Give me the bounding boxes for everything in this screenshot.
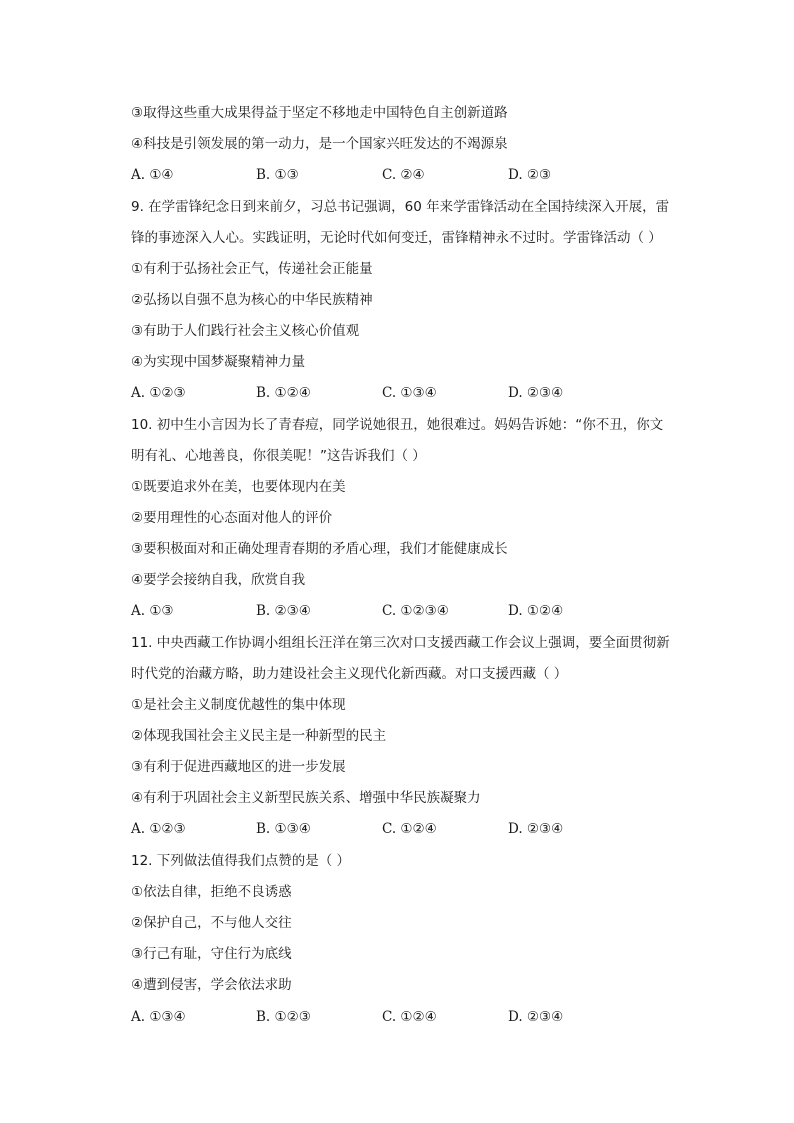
option-b[interactable]: B. ①③④ <box>256 821 311 837</box>
option-a[interactable]: A. ①③④ <box>131 1009 186 1025</box>
statement-item: ①既要追求外在美，也要体现内在美 <box>131 479 346 495</box>
statement-item: ③有助于人们践行社会主义核心价值观 <box>131 323 360 339</box>
question-11-stem: 时代党的治藏方略，助力建设社会主义现代化新西藏。对口支援西藏（ ） <box>131 666 568 682</box>
statement-item: ③取得这些重大成果得益于坚定不移地走中国特色自主创新道路 <box>131 105 508 121</box>
option-d[interactable]: D. ②③④ <box>508 1009 564 1025</box>
statement-item: ②保护自己，不与他人交往 <box>131 915 292 931</box>
statement-item: ③要积极面对和正确处理青春期的矛盾心理，我们才能健康成长 <box>131 541 508 557</box>
option-a[interactable]: A. ①②③ <box>131 821 186 837</box>
question-10-stem: 明有礼、心地善良，你很美呢！”这告诉我们（ ） <box>131 448 426 464</box>
statement-item: ②体现我国社会主义民主是一种新型的民主 <box>131 728 387 744</box>
statement-item: ③有利于促进西藏地区的进一步发展 <box>131 759 346 775</box>
option-d[interactable]: D. ②③ <box>508 167 552 183</box>
answer-options <box>131 384 691 402</box>
statement-item: ④遭到侵害，学会依法求助 <box>131 977 292 993</box>
option-b[interactable]: B. ①③ <box>256 167 299 183</box>
statement-item: ④为实现中国梦凝聚精神力量 <box>131 354 306 370</box>
statement-item: ①有利于弘扬社会正气，传递社会正能量 <box>131 261 373 277</box>
statement-item: ④有利于巩固社会主义新型民族关系、增强中华民族凝聚力 <box>131 790 481 806</box>
answer-options <box>131 1008 691 1026</box>
question-9-stem: 9. 在学雷锋纪念日到来前夕，习总书记强调，60 年来学雷锋活动在全国持续深入开展，雷 <box>131 199 670 215</box>
answer-options <box>131 602 691 620</box>
question-12-stem: 12. 下列做法值得我们点赞的是（ ） <box>131 853 351 869</box>
question-9-stem: 锋的事迹深入人心。实践证明，无论时代如何变迁，雷锋精神永不过时。学雷锋活动（ ） <box>131 230 662 246</box>
statement-item: ④要学会接纳自我，欣赏自我 <box>131 572 306 588</box>
statement-item: ①依法自律，拒绝不良诱惑 <box>131 884 292 900</box>
question-10-stem: 10. 初中生小言因为长了青春痘，同学说她很丑，她很难过。妈妈告诉她：“你不丑，你文 <box>131 417 664 433</box>
option-c[interactable]: C. ①②④ <box>382 1009 437 1025</box>
statement-item: ①是社会主义制度优越性的集中体现 <box>131 697 346 713</box>
option-c[interactable]: C. ②④ <box>382 167 425 183</box>
option-d[interactable]: D. ②③④ <box>508 385 564 401</box>
statement-item: ②要用理性的心态面对他人的评价 <box>131 510 333 526</box>
answer-options <box>131 820 691 838</box>
option-a[interactable]: A. ①③ <box>131 603 174 619</box>
option-d[interactable]: D. ②③④ <box>508 821 564 837</box>
statement-item: ③行己有耻，守住行为底线 <box>131 946 292 962</box>
option-b[interactable]: B. ①②④ <box>256 385 311 401</box>
option-a[interactable]: A. ①②③ <box>131 385 186 401</box>
question-11-stem: 11. 中央西藏工作协调小组组长汪洋在第三次对口支援西藏工作会议上强调，要全面贯彻新 <box>131 635 670 651</box>
option-a[interactable]: A. ①④ <box>131 167 174 183</box>
statement-item: ②弘扬以自强不息为核心的中华民族精神 <box>131 292 373 308</box>
statement-item: ④科技是引领发展的第一动力，是一个国家兴旺发达的不竭源泉 <box>131 136 508 152</box>
answer-options <box>131 166 691 184</box>
option-c[interactable]: C. ①③④ <box>382 385 437 401</box>
option-c[interactable]: C. ①②③④ <box>382 603 449 619</box>
option-c[interactable]: C. ①②④ <box>382 821 437 837</box>
option-d[interactable]: D. ①②④ <box>508 603 564 619</box>
option-b[interactable]: B. ①②③ <box>256 1009 311 1025</box>
option-b[interactable]: B. ②③④ <box>256 603 311 619</box>
